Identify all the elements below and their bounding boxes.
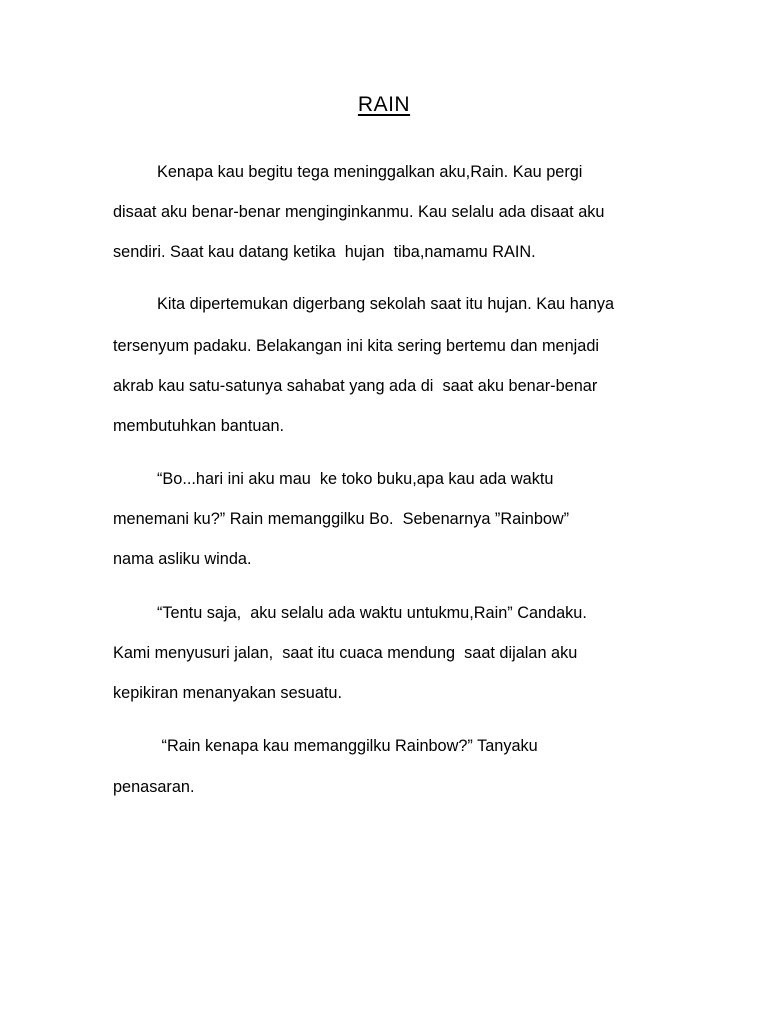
paragraph-5-line-2: penasaran. bbox=[113, 778, 195, 796]
paragraph-5-line-1: “Rain kenapa kau memanggilku Rainbow?” Tanyaku bbox=[157, 737, 538, 755]
paragraph-1-line-1: Kenapa kau begitu tega meninggalkan aku,Rain. Kau pergi bbox=[157, 163, 583, 181]
paragraph-3-line-1: “Bo...hari ini aku mau ke toko buku,apa kau ada waktu bbox=[157, 470, 554, 488]
document-title: RAIN bbox=[357, 93, 411, 116]
paragraph-3-line-3: nama asliku winda. bbox=[113, 550, 252, 568]
paragraph-2-line-1: Kita dipertemukan digerbang sekolah saat itu hujan. Kau hanya bbox=[157, 295, 615, 313]
paragraph-4-line-3: kepikiran menanyakan sesuatu. bbox=[113, 684, 342, 702]
paragraph-4-line-1: “Tentu saja, aku selalu ada waktu untukmu,Rain” Candaku. bbox=[157, 604, 587, 622]
paragraph-1-line-3: sendiri. Saat kau datang ketika hujan tiba,namamu RAIN. bbox=[113, 243, 536, 261]
paragraph-1-line-2: disaat aku benar-benar menginginkanmu. Kau selalu ada disaat aku bbox=[113, 203, 605, 221]
paragraph-2-line-3: akrab kau satu-satunya sahabat yang ada di saat aku benar-benar bbox=[113, 377, 598, 395]
paragraph-3-line-2: menemani ku?” Rain memanggilku Bo. Sebenarnya ”Rainbow” bbox=[113, 510, 570, 528]
paragraph-4-line-2: Kami menyusuri jalan, saat itu cuaca mendung saat dijalan aku bbox=[113, 644, 578, 662]
paragraph-2-line-2: tersenyum padaku. Belakangan ini kita sering bertemu dan menjadi bbox=[113, 337, 600, 355]
paragraph-2-line-4: membutuhkan bantuan. bbox=[113, 417, 285, 435]
